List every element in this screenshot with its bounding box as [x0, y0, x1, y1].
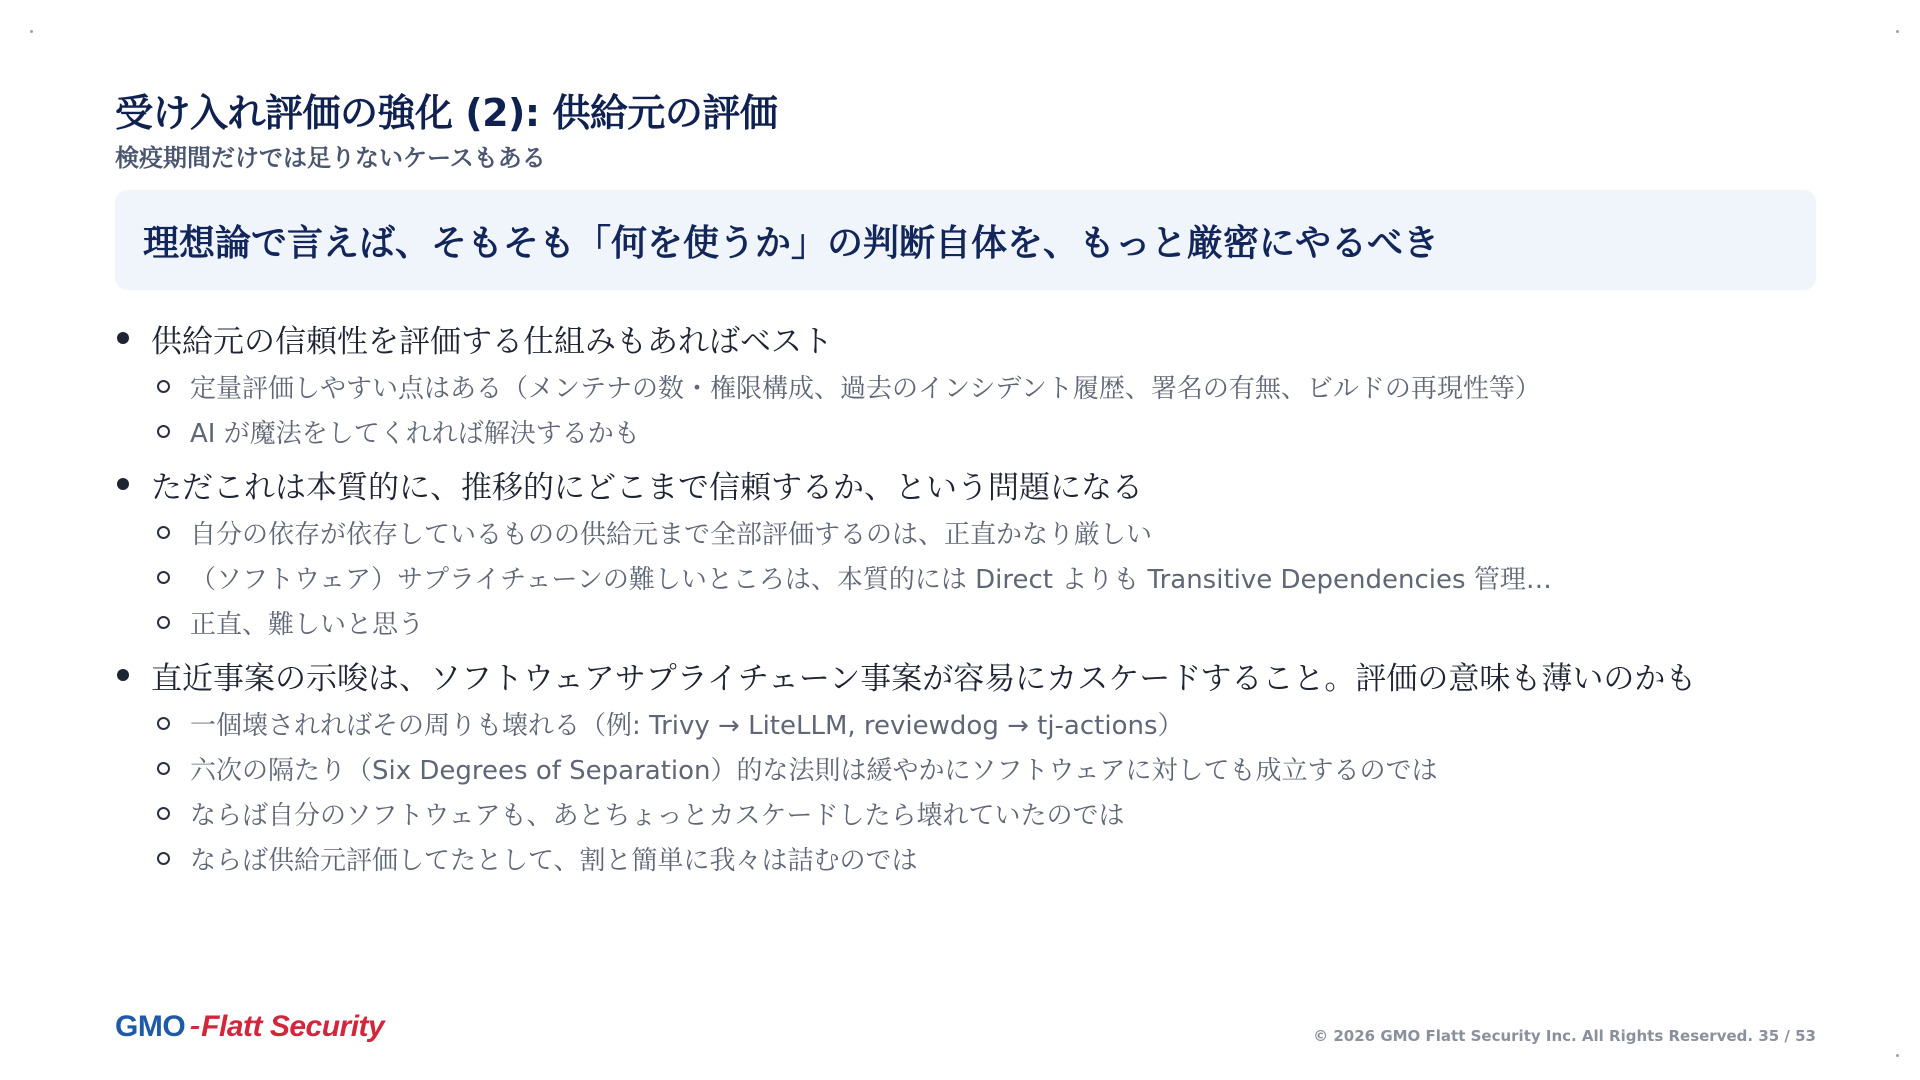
bullet-item — [115, 462, 1835, 645]
sub-bullet-item — [115, 791, 1835, 836]
corner-mark-bottom-right — [1896, 1054, 1899, 1057]
bullet-item — [115, 653, 1835, 881]
sub-bullet-item — [115, 600, 1835, 645]
sub-bullet-text: 一個壊されればその周りも壊れる（例: Trivy → LiteLLM, reviewdog → tj-actions） — [190, 711, 1184, 741]
page-number: 35 / 53 — [1758, 1027, 1816, 1045]
sub-bullet-text: 正直、難しいと思う — [190, 610, 425, 640]
logo-dash-icon — [191, 1026, 200, 1029]
sub-bullet-circle-icon — [157, 852, 170, 865]
bullet-dot-icon — [117, 478, 129, 490]
sub-bullet-circle-icon — [157, 717, 170, 730]
sub-bullet-item — [115, 510, 1835, 555]
slide-subtitle: 検疫期間だけでは足りないケースもある — [115, 144, 546, 172]
sub-bullet-text: AI が魔法をしてくれれば解決するかも — [190, 419, 640, 449]
corner-mark-top-left — [30, 30, 33, 33]
logo-gmo-text: GMO — [115, 1010, 186, 1043]
bullet-item — [115, 316, 1835, 454]
sub-bullet-circle-icon — [157, 616, 170, 629]
bullet-row — [115, 462, 1835, 506]
bullet-row — [115, 316, 1835, 360]
bullet-dot-icon — [117, 669, 129, 681]
sub-bullet-item — [115, 364, 1835, 409]
slide-title: 受け入れ評価の強化 (2): 供給元の評価 — [115, 91, 778, 135]
sub-bullet-item — [115, 836, 1835, 881]
copyright-text: © 2026 GMO Flatt Security Inc. All Rights Reserved. — [1313, 1027, 1754, 1045]
callout-text: 理想論で言えば、そもそも「何を使うか」の判断自体を、もっと厳密にやるべき — [143, 222, 1440, 264]
sub-bullet-list — [115, 510, 1835, 645]
sub-bullet-circle-icon — [157, 571, 170, 584]
sub-bullet-item — [115, 409, 1835, 454]
bullet-text: ただこれは本質的に、推移的にどこまで信頼するか、という問題になる — [151, 469, 1143, 506]
company-logo — [115, 1010, 384, 1044]
sub-bullet-circle-icon — [157, 526, 170, 539]
bullet-list — [115, 316, 1835, 889]
sub-bullet-text: 定量評価しやすい点はある（メンテナの数・権限構成、過去のインシデント履歴、署名の有無、ビルドの再現性等） — [190, 374, 1541, 404]
bullet-text: 直近事案の示唆は、ソフトウェアサプライチェーン事案が容易にカスケードすること。評価の意味も薄いのかも — [151, 660, 1697, 697]
bullet-dot-icon — [117, 332, 129, 344]
bullet-text: 供給元の信頼性を評価する仕組みもあればベスト — [151, 323, 833, 360]
sub-bullet-list — [115, 701, 1835, 881]
sub-bullet-item — [115, 555, 1835, 600]
corner-mark-top-right — [1896, 30, 1899, 33]
sub-bullet-item — [115, 746, 1835, 791]
logo-flatt-text: Flatt Security — [201, 1010, 385, 1043]
sub-bullet-text: 自分の依存が依存しているものの供給元まで全部評価するのは、正直かなり厳しい — [190, 520, 1153, 550]
sub-bullet-circle-icon — [157, 807, 170, 820]
sub-bullet-list — [115, 364, 1835, 454]
sub-bullet-text: ならば供給元評価してたとして、割と簡単に我々は詰むのでは — [190, 846, 918, 876]
sub-bullet-circle-icon — [157, 380, 170, 393]
sub-bullet-circle-icon — [157, 425, 170, 438]
sub-bullet-text: 六次の隔たり（Six Degrees of Separation）的な法則は緩やかにソフトウェアに対しても成立するのでは — [190, 756, 1438, 786]
callout-box — [115, 190, 1816, 290]
sub-bullet-item — [115, 701, 1835, 746]
sub-bullet-text: （ソフトウェア）サプライチェーンの難しいところは、本質的には Direct よりも Transitive Dependencies 管理… — [190, 565, 1552, 595]
slide-footer — [1313, 1027, 1816, 1045]
bullet-row — [115, 653, 1835, 697]
sub-bullet-circle-icon — [157, 762, 170, 775]
sub-bullet-text: ならば自分のソフトウェアも、あとちょっとカスケードしたら壊れていたのでは — [190, 801, 1125, 831]
